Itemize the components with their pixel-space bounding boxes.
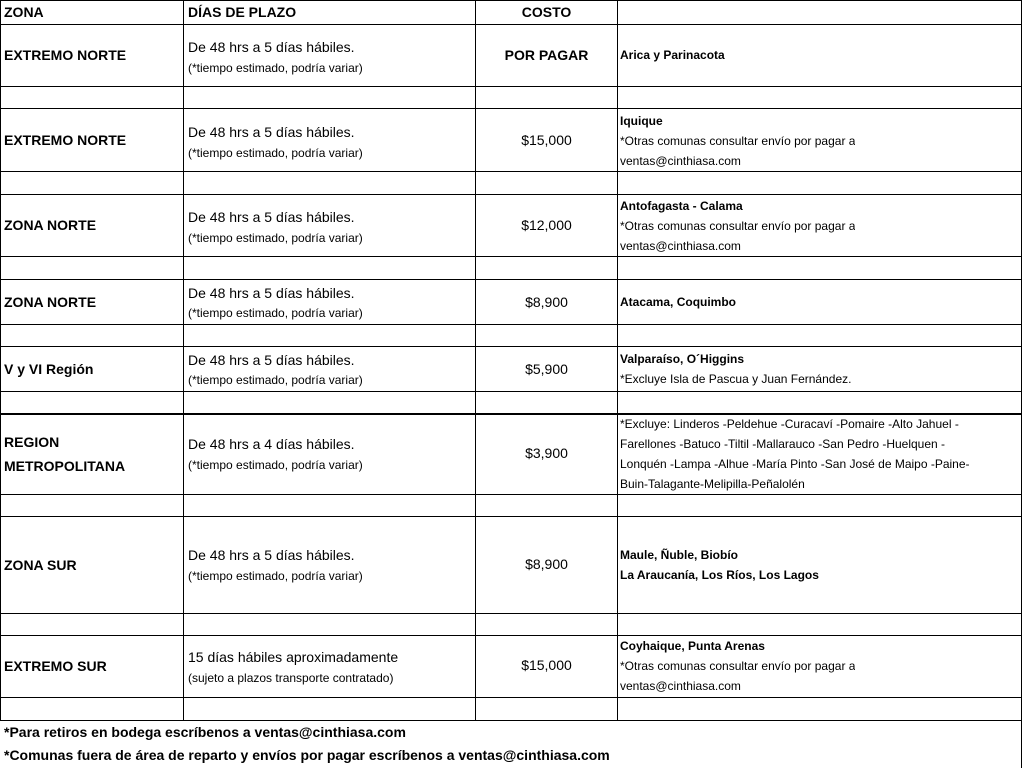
destino-bold-line: Coyhaique, Punta Arenas (620, 639, 765, 653)
row-destino (620, 111, 855, 171)
grid-hline (0, 516, 1021, 517)
zona-line: REGION (4, 434, 60, 450)
footer-note-pickup: *Para retiros en bodega escríbenos a ventas@cinthiasa.com (4, 724, 406, 740)
destino-note-line: *Excluye Isla de Pascua y Juan Fernández. (620, 372, 852, 386)
grid-hline (0, 194, 1021, 195)
row-plazo-note: (*tiempo estimado, podría variar) (188, 61, 363, 75)
row-zona: EXTREMO NORTE (4, 132, 127, 148)
destino-note-line: *Otras comunas consultar envío por pagar a (620, 134, 856, 148)
destino-bold-line: Maule, Ñuble, Biobío (620, 548, 739, 562)
destino-note-line: *Otras comunas consultar envío por pagar a (620, 659, 856, 673)
row-zona: ZONA SUR (4, 557, 77, 573)
row-plazo-note: (*tiempo estimado, podría variar) (188, 146, 363, 160)
destino-bold-line: Iquique (620, 114, 663, 128)
grid-hline (0, 324, 1021, 325)
row-zona: ZONA NORTE (4, 217, 97, 233)
row-plazo-note: (sujeto a plazos transporte contratado) (188, 671, 394, 685)
row-plazo-note: (*tiempo estimado, podría variar) (188, 306, 363, 320)
row-destino (620, 414, 970, 494)
row-zona: EXTREMO SUR (4, 658, 107, 674)
row-costo: $15,000 (521, 657, 572, 673)
row-zona: V y VI Región (4, 361, 94, 377)
destino-note-line: Lonquén -Lampa -Alhue -María Pinto -San José de Maipo -Paine- (620, 457, 970, 471)
header-plazo: DÍAS DE PLAZO (188, 4, 297, 20)
row-plazo: De 48 hrs a 5 días hábiles. (188, 547, 355, 563)
grid-vline-right (1021, 0, 1022, 768)
destino-email[interactable]: ventas@cinthiasa.com (620, 239, 741, 253)
row-plazo-note: (*tiempo estimado, podría variar) (188, 569, 363, 583)
grid-hline (0, 720, 1021, 721)
header-costo: COSTO (521, 4, 572, 20)
row-destino (620, 45, 725, 65)
row-plazo: De 48 hrs a 5 días hábiles. (188, 124, 355, 140)
row-destino (620, 545, 819, 585)
row-plazo: De 48 hrs a 5 días hábiles. (188, 209, 355, 225)
row-costo: $5,900 (525, 361, 568, 377)
destino-note-line: Buin-Talagante-Melipilla-Peñalolén (620, 477, 805, 491)
row-destino (620, 196, 855, 256)
grid-hline (0, 108, 1021, 109)
row-destino (620, 292, 736, 312)
row-plazo: 15 días hábiles aproximadamente (188, 649, 399, 665)
row-destino (620, 636, 855, 696)
row-plazo: De 48 hrs a 5 días hábiles. (188, 352, 355, 368)
row-plazo: De 48 hrs a 4 días hábiles. (188, 436, 355, 452)
grid-hline (0, 635, 1021, 636)
row-plazo-note: (*tiempo estimado, podría variar) (188, 458, 363, 472)
row-costo: POR PAGAR (504, 47, 589, 63)
row-costo: $8,900 (525, 556, 568, 572)
grid-hline (0, 279, 1021, 280)
destino-note-line: *Otras comunas consultar envío por pagar a (620, 219, 856, 233)
grid-hline (0, 24, 1021, 25)
destino-bold-line: Atacama, Coquimbo (620, 295, 737, 309)
destino-bold-line: Valparaíso, O´Higgins (620, 352, 745, 366)
grid-hline (0, 0, 1021, 1)
grid-hline (0, 494, 1021, 495)
row-costo: $12,000 (521, 217, 572, 233)
row-plazo: De 48 hrs a 5 días hábiles. (188, 39, 355, 55)
row-destino (620, 349, 851, 389)
destino-bold-line: La Araucanía, Los Ríos, Los Lagos (620, 568, 819, 582)
grid-hline (0, 697, 1021, 698)
grid-hline (0, 391, 1021, 392)
row-plazo-note: (*tiempo estimado, podría variar) (188, 231, 363, 245)
grid-hline (0, 86, 1021, 87)
footer-note-outside-area: *Comunas fuera de área de reparto y envíos por pagar escríbenos a ventas@cinthiasa.com (4, 747, 610, 763)
row-costo: $3,900 (525, 445, 568, 461)
row-zona: EXTREMO NORTE (4, 47, 127, 63)
destino-note-line: *Excluye: Linderos -Peldehue -Curacaví -Pomaire -Alto Jahuel - (620, 417, 959, 431)
destino-email[interactable]: ventas@cinthiasa.com (620, 679, 741, 693)
grid-hline (0, 256, 1021, 257)
row-plazo-note: (*tiempo estimado, podría variar) (188, 373, 363, 387)
destino-bold-line: Arica y Parinacota (620, 48, 725, 62)
row-costo: $8,900 (525, 294, 568, 310)
grid-hline (0, 613, 1021, 614)
row-zona: ZONA NORTE (4, 294, 97, 310)
grid-hline (0, 171, 1021, 172)
grid-hline (0, 346, 1021, 347)
destino-note-line: Farellones -Batuco -Tiltil -Mallarauco -San Pedro -Huelquen - (620, 437, 946, 451)
header-zona: ZONA (4, 4, 44, 20)
zona-line: METROPOLITANA (4, 458, 126, 474)
row-costo: $15,000 (521, 132, 572, 148)
row-zona (4, 430, 125, 478)
destino-email[interactable]: ventas@cinthiasa.com (620, 154, 741, 168)
destino-bold-line: Antofagasta - Calama (620, 199, 743, 213)
row-plazo: De 48 hrs a 5 días hábiles. (188, 285, 355, 301)
